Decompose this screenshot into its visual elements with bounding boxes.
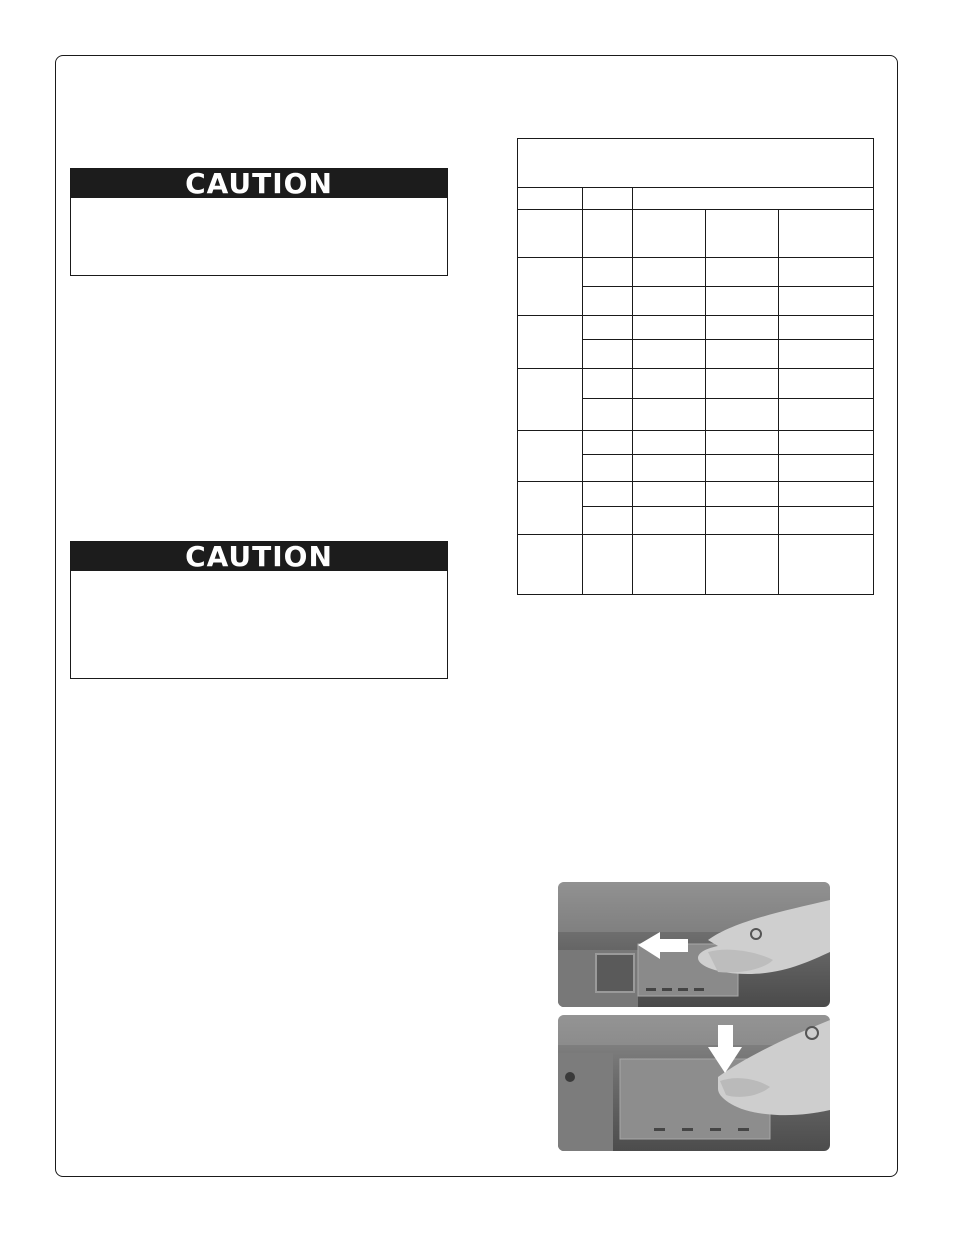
table-cell [706,257,779,286]
table-cell [583,506,633,534]
table-cell [779,455,874,482]
table-cell [633,286,706,315]
table-cell [706,534,779,594]
table-header-cell [583,188,633,210]
table-header-cell [583,210,633,257]
table-header-cell [633,210,706,257]
caution-heading: CAUTION [71,542,447,571]
table-cell [779,368,874,398]
dispenser-photo-slide [558,882,830,1007]
table-cell [779,315,874,339]
settings-table [517,138,874,595]
table-cell [779,257,874,286]
table-cell [633,482,706,506]
table-cell [633,399,706,431]
table-header-cell [518,188,583,210]
table-cell [706,399,779,431]
table-cell [583,315,633,339]
table-header-cell [518,210,583,257]
table-cell [583,431,633,455]
table-cell [779,339,874,368]
table-cell [706,315,779,339]
table-group-cell [518,534,583,594]
table-cell [633,455,706,482]
caution-box-1 [70,168,448,276]
table-cell [779,534,874,594]
table-cell [583,368,633,398]
table-caption [518,139,874,188]
table-cell [633,339,706,368]
table-cell [583,286,633,315]
table-cell [779,399,874,431]
table-group-cell [518,368,583,430]
table-cell [706,286,779,315]
table-cell [583,339,633,368]
table-cell [633,315,706,339]
table-cell [583,482,633,506]
caution-heading: CAUTION [71,169,447,198]
table-cell [583,257,633,286]
table-cell [633,506,706,534]
caution-box-2 [70,541,448,679]
table-cell [633,368,706,398]
table-cell [779,431,874,455]
table-cell [633,257,706,286]
table-cell [706,506,779,534]
table-cell [706,368,779,398]
table-cell [583,534,633,594]
table-group-cell [518,482,583,534]
table-group-cell [518,431,583,482]
table-group-cell [518,315,583,368]
table-cell [706,339,779,368]
table-cell [779,482,874,506]
table-cell [706,455,779,482]
table-header-cell [779,210,874,257]
table-cell [633,431,706,455]
table-cell [706,482,779,506]
table-header-cell [633,188,874,210]
table-header-cell [706,210,779,257]
table-cell [583,455,633,482]
table-cell [779,506,874,534]
table-cell [633,534,706,594]
table-cell [583,399,633,431]
dispenser-photo-press [558,1015,830,1151]
table-cell [706,431,779,455]
table-cell [779,286,874,315]
table-group-cell [518,257,583,315]
